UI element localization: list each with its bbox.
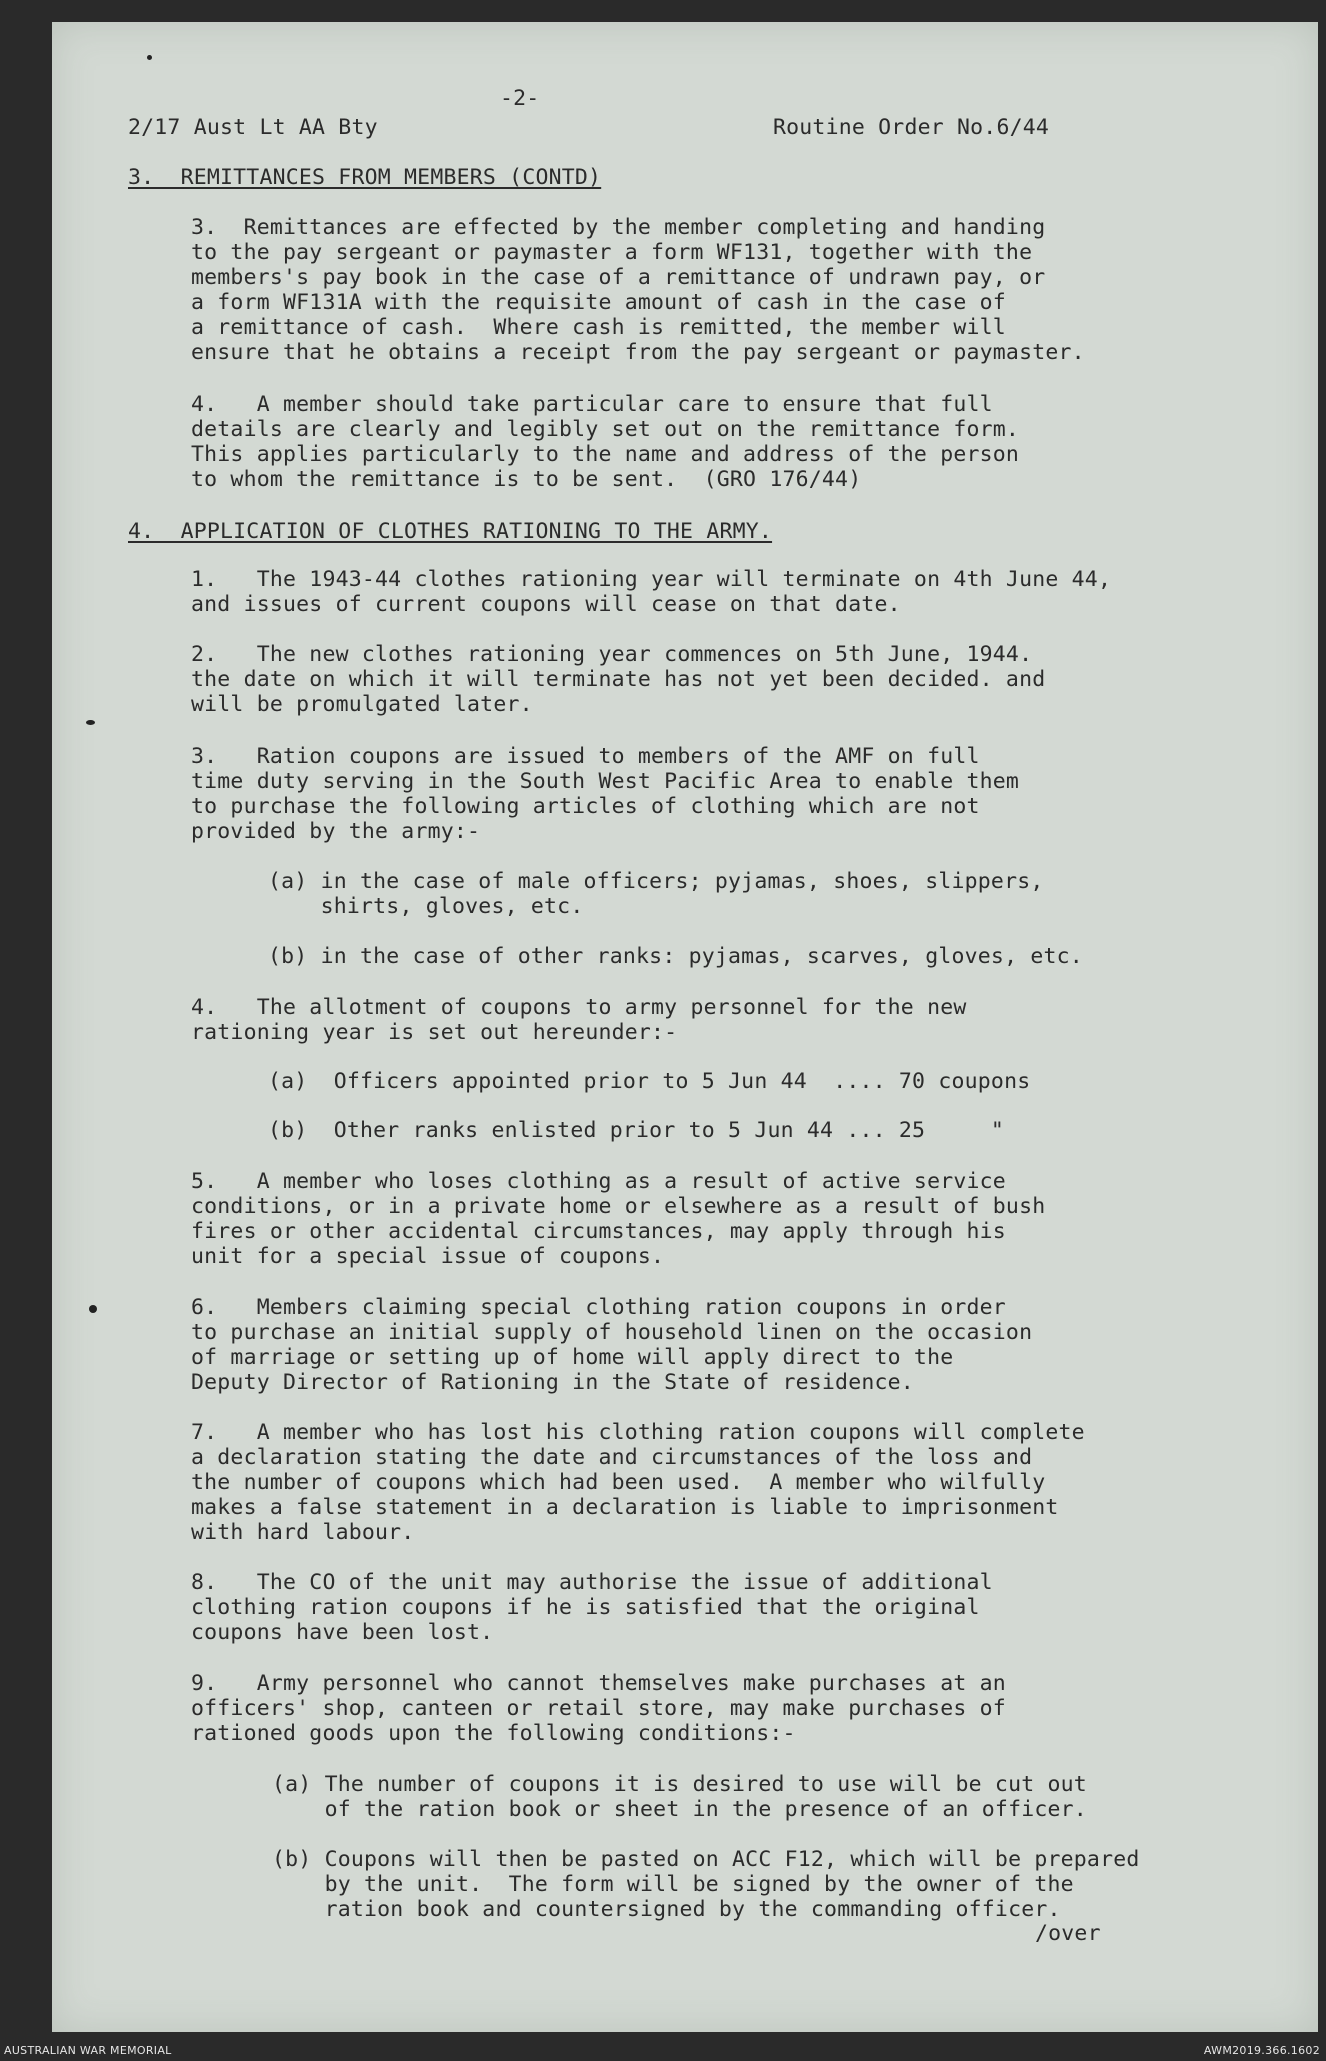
s4-para3a-line: (a) in the case of male officers; pyjamas, shoes, slippers, xyxy=(268,869,1044,894)
s4-para9b-line: (b) Coupons will then be pasted on ACC F12, which will be prepared xyxy=(272,1847,1140,1872)
s3-para4-line: This applies particularly to the name and address of the person xyxy=(191,442,1020,467)
s4-para7-line: a declaration stating the date and circumstances of the loss and xyxy=(191,1445,1033,1470)
s4-para7-line: 7. A member who has lost his clothing ration coupons will complete xyxy=(191,1420,1085,1445)
footer-accession-number: AWM2019.366.1602 xyxy=(1203,2044,1320,2057)
s3-para4-line: to whom the remittance is to be sent. (GRO 176/44) xyxy=(191,467,862,492)
s4-para9b-line: by the unit. The form will be signed by the owner of the xyxy=(272,1872,1074,1897)
s4-para6-line: to purchase an initial supply of household linen on the occasion xyxy=(191,1320,1033,1345)
s4-para4a-line: (a) Officers appointed prior to 5 Jun 44 .... 70 coupons xyxy=(268,1069,1031,1094)
footer-credit: AUSTRALIAN WAR MEMORIAL xyxy=(4,2044,172,2057)
s3-para3-line: ensure that he obtains a receipt from the pay sergeant or paymaster. xyxy=(191,340,1085,365)
s4-para6-line: of marriage or setting up of home will apply direct to the xyxy=(191,1345,954,1370)
s3-para4-line: 4. A member should take particular care to ensure that full xyxy=(191,392,993,417)
s4-para3b-line: (b) in the case of other ranks: pyjamas, scarves, gloves, etc. xyxy=(268,944,1083,969)
s4-para7-line: makes a false statement in a declaration is liable to imprisonment xyxy=(191,1495,1059,1520)
s4-para2-line: 2. The new clothes rationing year commences on 5th June, 1944. xyxy=(191,642,1033,667)
s4-para3-line: to purchase the following articles of clothing which are not xyxy=(191,794,980,819)
s4-para9-line: rationed goods upon the following conditions:- xyxy=(191,1721,796,1746)
s4-para7-line: with hard labour. xyxy=(191,1520,415,1545)
ink-speck xyxy=(86,720,95,725)
s3-para3-line: a remittance of cash. Where cash is remitted, the member will xyxy=(191,315,1006,340)
s4-para8-line: 8. The CO of the unit may authorise the issue of additional xyxy=(191,1570,993,1595)
s4-para9a-line: of the ration book or sheet in the presence of an officer. xyxy=(272,1797,1087,1822)
page-number: -2- xyxy=(500,86,540,111)
s4-para3-line: provided by the army:- xyxy=(191,819,481,844)
s4-para9-line: officers' shop, canteen or retail store, may make purchases of xyxy=(191,1696,1006,1721)
s4-para6-line: Deputy Director of Rationing in the State of residence. xyxy=(191,1370,914,1395)
s4-para4-line: 4. The allotment of coupons to army personnel for the new xyxy=(191,995,967,1020)
s4-para7-line: the number of coupons which had been used. A member who wilfully xyxy=(191,1470,1046,1495)
s4-para4b-line: (b) Other ranks enlisted prior to 5 Jun 44 ... 25 " xyxy=(268,1118,1005,1143)
s4-para5-line: conditions, or in a private home or elsewhere as a result of bush xyxy=(191,1194,1046,1219)
s3-para3-line: a form WF131A with the requisite amount of cash in the case of xyxy=(191,290,1006,315)
s4-para5-line: unit for a special issue of coupons. xyxy=(191,1244,665,1269)
unit-name: 2/17 Aust Lt AA Bty xyxy=(128,115,378,140)
s4-para5-line: 5. A member who loses clothing as a result of active service xyxy=(191,1169,1006,1194)
s4-para9a-line: (a) The number of coupons it is desired to use will be cut out xyxy=(272,1772,1087,1797)
s3-para3-line: 3. Remittances are effected by the member completing and handing xyxy=(191,215,1046,240)
document-page xyxy=(52,22,1318,2032)
s4-para3a-line: shirts, gloves, etc. xyxy=(268,894,584,919)
ink-speck xyxy=(89,1305,97,1313)
s4-para6-line: 6. Members claiming special clothing ration coupons in order xyxy=(191,1295,1006,1320)
over-note: /over xyxy=(1035,1921,1101,1946)
s4-para3-line: time duty serving in the South West Pacific Area to enable them xyxy=(191,769,1020,794)
s4-para1-line: and issues of current coupons will cease on that date. xyxy=(191,592,901,617)
s4-para2-line: will be promulgated later. xyxy=(191,692,533,717)
s3-para3-line: to the pay sergeant or paymaster a form WF131, together with the xyxy=(191,240,1033,265)
section-3-heading: 3. REMITTANCES FROM MEMBERS (CONTD) xyxy=(128,165,602,190)
s4-para4-line: rationing year is set out hereunder:- xyxy=(191,1020,678,1045)
s4-para8-line: coupons have been lost. xyxy=(191,1620,494,1645)
s4-para8-line: clothing ration coupons if he is satisfied that the original xyxy=(191,1595,980,1620)
s4-para9-line: 9. Army personnel who cannot themselves make purchases at an xyxy=(191,1671,1006,1696)
s3-para3-line: members's pay book in the case of a remittance of undrawn pay, or xyxy=(191,265,1046,290)
s4-para3-line: 3. Ration coupons are issued to members of the AMF on full xyxy=(191,744,980,769)
routine-order-number: Routine Order No.6/44 xyxy=(773,115,1050,140)
s4-para1-line: 1. The 1943-44 clothes rationing year will terminate on 4th June 44, xyxy=(191,567,1112,592)
s4-para2-line: the date on which it will terminate has not yet been decided. and xyxy=(191,667,1046,692)
s4-para9b-line: ration book and countersigned by the commanding officer. xyxy=(272,1897,1061,1922)
s3-para4-line: details are clearly and legibly set out on the remittance form. xyxy=(191,417,1020,442)
section-4-heading: 4. APPLICATION OF CLOTHES RATIONING TO THE ARMY. xyxy=(128,519,773,544)
s4-para5-line: fires or other accidental circumstances, may apply through his xyxy=(191,1219,1006,1244)
ink-speck xyxy=(147,55,152,60)
